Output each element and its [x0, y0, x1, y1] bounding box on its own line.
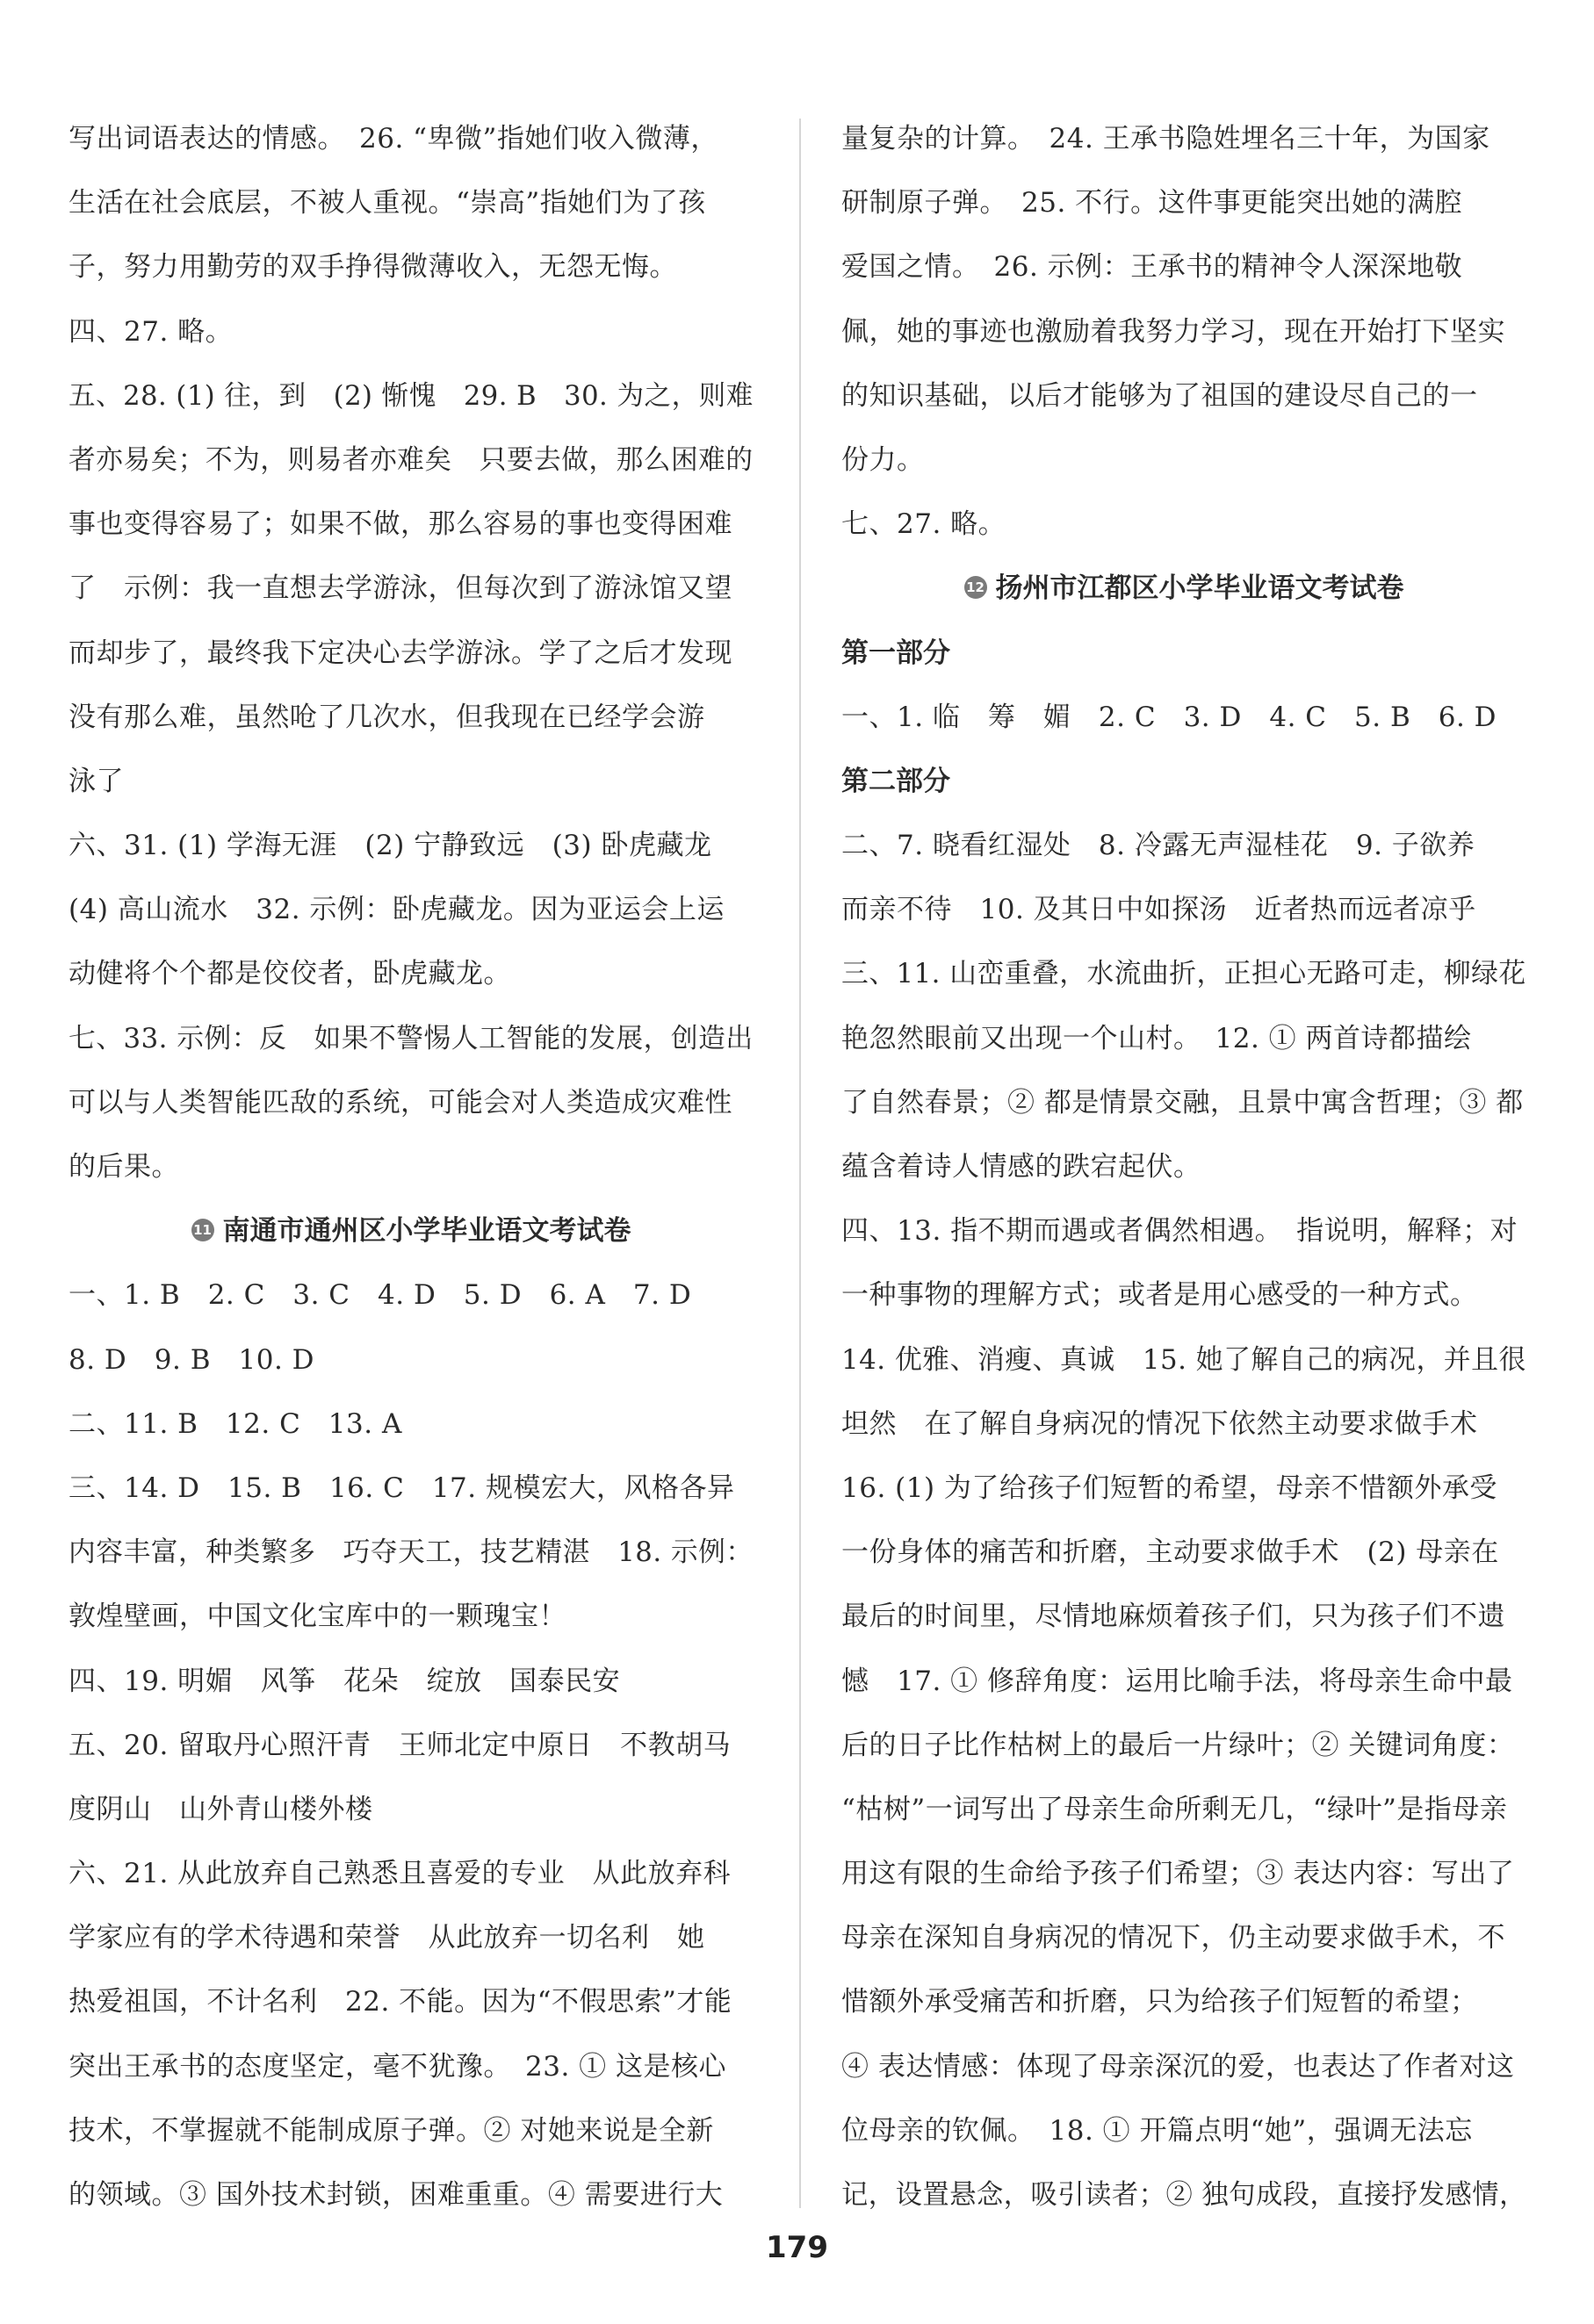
- answer-line: 一、1. 临 筹 媚 2. C 3. D 4. C 5. B 6. D: [841, 701, 1497, 733]
- answer-line: ④ 表达情感：体现了母亲深沉的爱，也表达了作者对这: [841, 2050, 1515, 2083]
- answer-line: 学家应有的学术待遇和荣誉 从此放弃一切名利 她: [69, 1922, 705, 1954]
- answer-line: 四、13. 指不期而遇或者偶然相遇。 指说明，解释；对: [841, 1215, 1518, 1248]
- answer-line: 四、27. 略。: [69, 315, 234, 348]
- answer-line: 一种事物的理解方式；或者是用心感受的一种方式。: [841, 1279, 1478, 1312]
- answer-line: 的领域。③ 国外技术封锁，困难重重。④ 需要进行大: [69, 2179, 724, 2211]
- answer-line: 艳忽然眼前又出现一个山村。 12. ① 两首诗都描绘: [841, 1022, 1472, 1054]
- answer-line: 14. 优雅、消瘦、真诚 15. 她了解自己的病况，并且很: [841, 1343, 1526, 1376]
- answer-line: 三、14. D 15. B 16. C 17. 规模宏大，风格各异: [69, 1471, 735, 1504]
- column-divider: [799, 119, 801, 2208]
- left-column: [69, 107, 754, 2227]
- answer-line: 的知识基础，以后才能够为了祖国的建设尽自己的一: [841, 379, 1478, 412]
- answer-line: 份力。: [841, 443, 925, 476]
- answer-line: 用这有限的生命给予孩子们希望；③ 表达内容：写出了: [841, 1858, 1515, 1890]
- answer-line: 二、7. 晓看红湿处 8. 冷露无声湿桂花 9. 子欲养: [841, 830, 1475, 862]
- answer-line: 爱国之情。 26. 示例：王承书的精神令人深深地敬: [841, 251, 1463, 284]
- answer-line: 16. (1) 为了给孩子们短暂的希望，母亲不惜额外承受: [841, 1471, 1497, 1504]
- answer-line: 佩，她的事迹也激励着我努力学习，现在开始打下坚实: [841, 315, 1505, 348]
- answer-line: 可以与人类智能匹敌的系统，可能会对人类造成灾难性: [69, 1086, 732, 1119]
- answer-line: 坦然 在了解自身病况的情况下依然主动要求做手术: [841, 1407, 1478, 1440]
- answer-line: 者亦易矣；不为，则易者亦难矣 只要去做，那么困难的: [69, 443, 754, 476]
- answer-line: 8. D 9. B 10. D: [69, 1343, 315, 1376]
- section-heading: [841, 557, 1526, 621]
- answer-line: 量复杂的计算。 24. 王承书隐姓埋名三十年，为国家: [841, 123, 1490, 155]
- answer-line: 敦煌壁画，中国文化宝库中的一颗瑰宝！: [69, 1601, 566, 1633]
- answer-line: 动健将个个都是佼佼者，卧虎藏龙。: [69, 958, 511, 990]
- answer-line: 憾 17. ① 修辞角度：运用比喻手法，将母亲生命中最: [841, 1665, 1513, 1697]
- answer-line: 了自然春景；② 都是情景交融，且景中寓含哲理；③ 都: [841, 1086, 1524, 1119]
- answer-line: 了 示例：我一直想去学游泳，但每次到了游泳馆又望: [69, 572, 732, 605]
- answer-line: 记，设置悬念，吸引读者；② 独句成段，直接抒发感情，: [841, 2179, 1526, 2211]
- section-number-badge: 11: [191, 1219, 214, 1241]
- answer-line: 三、11. 山峦重叠，水流曲折，正担心无路可走，柳绿花: [841, 958, 1526, 990]
- answer-line: 生活在社会底层，不被人重视。“崇高”指她们为了孩: [69, 187, 706, 219]
- answer-line: 五、20. 留取丹心照汗青 王师北定中原日 不教胡马: [69, 1729, 732, 1761]
- answer-line: 四、19. 明媚 风筝 花朵 绽放 国泰民安: [69, 1665, 621, 1697]
- part-label: 第一部分: [841, 637, 950, 669]
- answer-line: 六、21. 从此放弃自己熟悉且喜爱的专业 从此放弃科: [69, 1858, 732, 1890]
- answer-line: 惜额外承受痛苦和折磨，只为给孩子们短暂的希望；: [841, 1986, 1478, 2018]
- answer-line: 五、28. (1) 往，到 (2) 惭愧 29. B 30. 为之，则难: [69, 379, 754, 412]
- section-heading: [69, 1199, 754, 1263]
- answer-line: “枯树”一词写出了母亲生命所剩无几，“绿叶”是指母亲: [841, 1793, 1508, 1825]
- answer-line: 事也变得容易了；如果不做，那么容易的事也变得困难: [69, 508, 732, 541]
- answer-line: 没有那么难，虽然呛了几次水，但我现在已经学会游: [69, 701, 705, 733]
- section-title: 扬州市江都区小学毕业语文考试卷: [995, 572, 1404, 605]
- answer-line: 而却步了，最终我下定决心去学游泳。学了之后才发现: [69, 637, 732, 669]
- answer-line: 泳了: [69, 765, 124, 797]
- answer-line: 写出词语表达的情感。 26. “卑微”指她们收入微薄，: [69, 123, 718, 155]
- answer-line: 热爱祖国，不计名利 22. 不能。因为“不假思索”才能: [69, 1986, 732, 2018]
- answer-line: 母亲在深知自身病况的情况下，仍主动要求做手术，不: [841, 1922, 1505, 1954]
- part-label: 第二部分: [841, 765, 950, 797]
- answer-line: 度阴山 山外青山楼外楼: [69, 1793, 373, 1825]
- answer-line: 而亲不待 10. 及其日中如探汤 近者热而远者凉乎: [841, 894, 1476, 926]
- answer-line: 六、31. (1) 学海无涯 (2) 宁静致远 (3) 卧虎藏龙: [69, 830, 712, 862]
- right-column: [841, 107, 1526, 2227]
- answer-line: 的后果。: [69, 1151, 179, 1183]
- answer-line: 内容丰富，种类繁多 巧夺天工，技艺精湛 18. 示例：: [69, 1536, 754, 1569]
- page-number: 179: [766, 2230, 828, 2265]
- answer-line: 后的日子比作枯树上的最后一片绿叶；② 关键词角度：: [841, 1729, 1515, 1761]
- answer-line: 技术，不掌握就不能制成原子弹。② 对她来说是全新: [69, 2114, 714, 2147]
- answer-line: 蕴含着诗人情感的跌宕起伏。: [841, 1151, 1201, 1183]
- answer-line: 二、11. B 12. C 13. A: [69, 1407, 402, 1440]
- answer-line: 七、33. 示例：反 如果不警惕人工智能的发展，创造出: [69, 1022, 754, 1054]
- section-title: 南通市通州区小学毕业语文考试卷: [222, 1215, 631, 1248]
- answer-line: 一、1. B 2. C 3. C 4. D 5. D 6. A 7. D: [69, 1279, 692, 1312]
- answer-line: 位母亲的钦佩。 18. ① 开篇点明“她”，强调无法忘: [841, 2114, 1473, 2147]
- answer-line: 一份身体的痛苦和折磨，主动要求做手术 (2) 母亲在: [841, 1536, 1499, 1569]
- answer-line: 子，努力用勤劳的双手挣得微薄收入，无怨无悔。: [69, 251, 677, 284]
- answer-line: 突出王承书的态度坚定，毫不犹豫。 23. ① 这是核心: [69, 2050, 727, 2083]
- section-number-badge: 12: [964, 576, 987, 599]
- answer-line: 研制原子弹。 25. 不行。这件事更能突出她的满腔: [841, 187, 1463, 219]
- answer-line: 最后的时间里，尽情地麻烦着孩子们，只为孩子们不遗: [841, 1601, 1505, 1633]
- answer-line: (4) 高山流水 32. 示例：卧虎藏龙。因为亚运会上运: [69, 894, 725, 926]
- answer-line: 七、27. 略。: [841, 508, 1006, 541]
